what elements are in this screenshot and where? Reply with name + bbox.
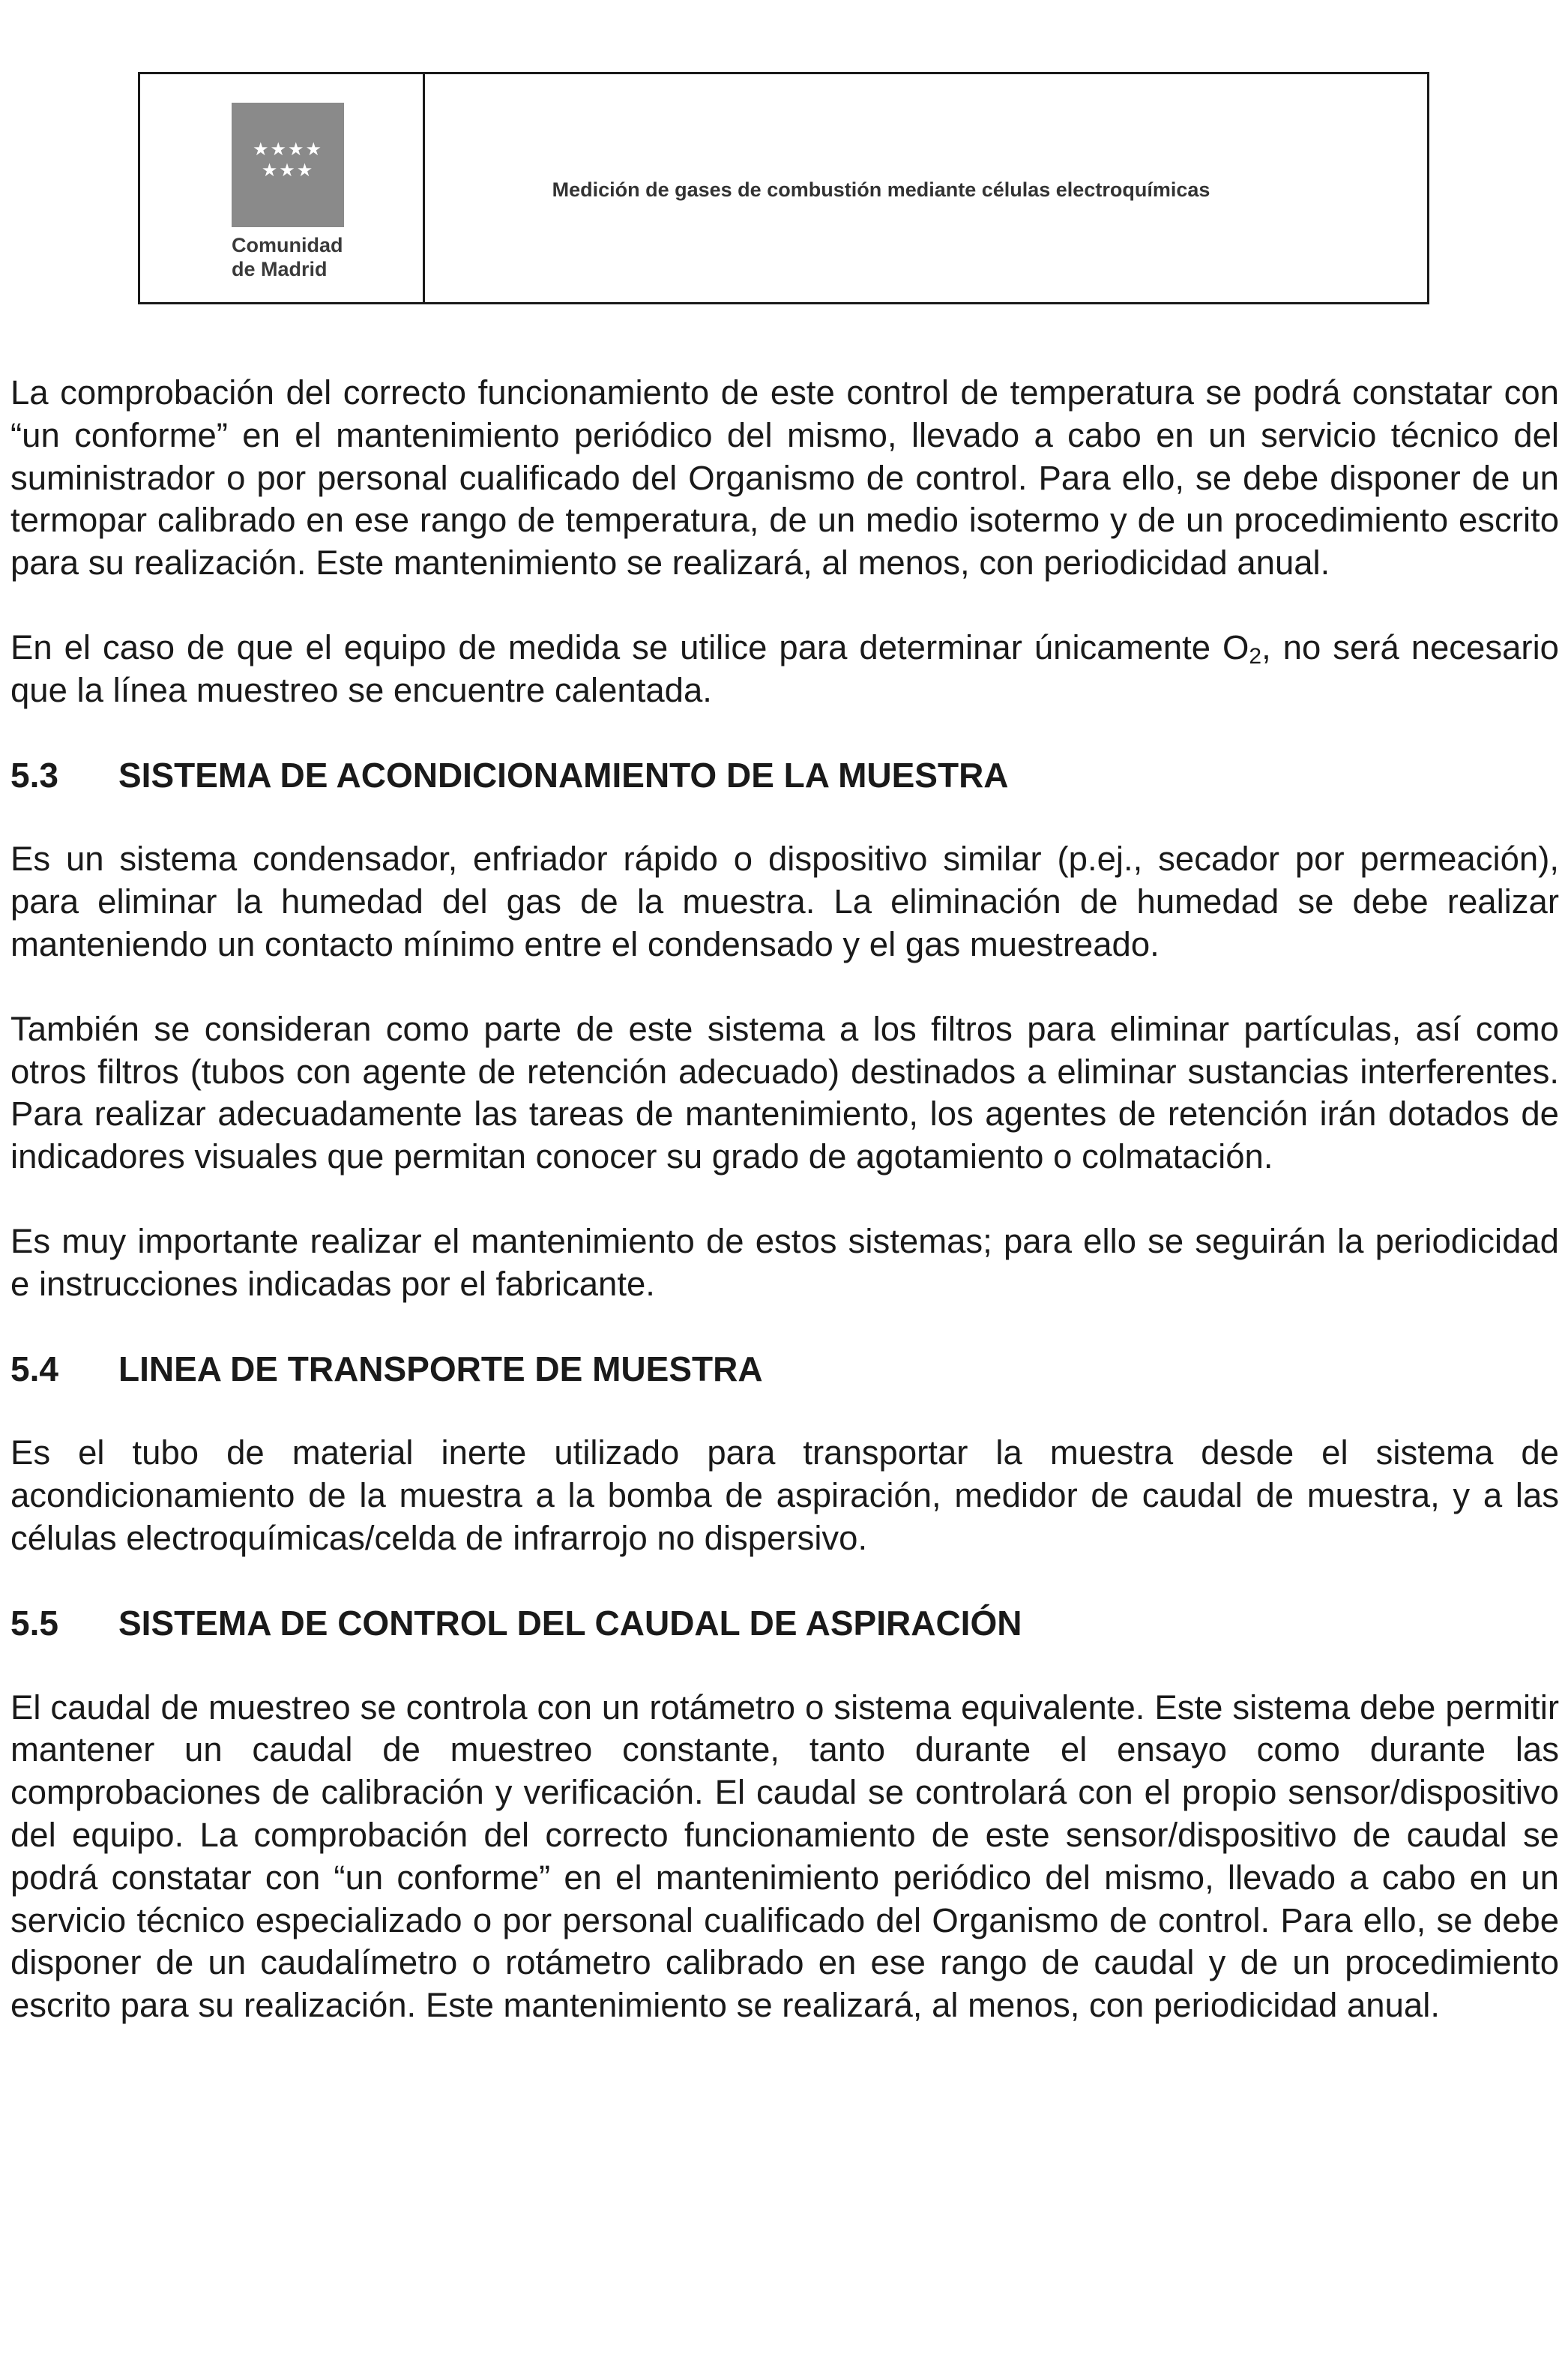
paragraph-flow-control: El caudal de muestreo se controla con un rotámetro o sistema equivalente. Este sistema debe permitir mantener un caudal de muestreo constante, tanto durante el ensayo como durante las comprobaciones de calibración y verificación. El caudal se controlará con el propio sensor/dispositivo del equipo. La comprobación del correcto funcionamiento de este sensor/dispositivo de caudal se podrá constatar con “un conforme” en el mantenimiento periódico del mismo, llevado a cabo en un servicio técnico especializado o por personal cualificado del Organismo de control. Para ello, se debe disponer de un caudalímetro o rotámetro calibrado en ese rango de caudal y de un procedimiento escrito para su realización. Este mantenimiento se realizará, al menos, con periodicidad anual.	[10, 1688, 1559, 2025]
document-body	[10, 372, 1559, 2027]
logo-cell	[140, 74, 425, 302]
paragraph-transport-line: Es el tubo de material inerte utilizado para transportar la muestra desde el sistema de acondicionamiento de la muestra a la bomba de aspiración, medidor de caudal de muestra, y a las células electroquímicas/celda de infrarrojo no dispersivo.	[10, 1433, 1559, 1557]
paragraph-filters: También se consideran como parte de este sistema a los filtros para eliminar partículas, así como otros filtros (tubos con agente de retención adecuado) destinados a eliminar sustancias interferentes. Para realizar adecuadamente las tareas de mantenimiento, los agentes de retención irán dotados de indicadores visuales que permitan conocer su grado de agotamiento o colmatación.	[10, 1009, 1559, 1176]
comunidad-de-madrid-flag-logo	[232, 103, 344, 227]
section-title: LINEA DE TRANSPORTE DE MUESTRA	[118, 1349, 763, 1388]
stars-icon: ★★★★ ★★★	[252, 139, 324, 181]
section-number: 5.5	[10, 1603, 58, 1643]
section-heading-5-4	[10, 1348, 1559, 1391]
document-header	[138, 72, 1429, 304]
paragraph-oxygen-only	[10, 627, 1559, 712]
section-number: 5.3	[10, 755, 58, 795]
logo-line-1: Comunidad	[232, 234, 343, 256]
paragraph-conditioning-system: Es un sistema condensador, enfriador rápido o dispositivo similar (p.ej., secador por permeación), para eliminar la humedad del gas de la muestra. La eliminación de humedad se debe realizar manteniendo un contacto mínimo entre el condensado y el gas muestreado.	[10, 840, 1559, 963]
section-title: SISTEMA DE ACONDICIONAMIENTO DE LA MUESTRA	[118, 755, 1009, 795]
logo-line-2: de Madrid	[232, 258, 328, 280]
oxygen-subscript: 2	[1249, 643, 1262, 669]
document-title: Medición de gases de combustión mediante células electroquímicas	[552, 178, 1210, 201]
paragraph-oxygen-only-part1: En el caso de que el equipo de medida se utilice para determinar únicamente O	[10, 627, 1249, 666]
logo-text	[232, 233, 343, 281]
title-cell	[425, 74, 1427, 302]
section-heading-5-3	[10, 754, 1559, 797]
section-title: SISTEMA DE CONTROL DEL CAUDAL DE ASPIRACIÓN	[118, 1603, 1022, 1643]
paragraph-oxygen-only-part2: , no será necesario que la línea muestreo se encuentre calentada.	[10, 627, 1559, 709]
section-heading-5-5	[10, 1602, 1559, 1645]
paragraph-maintenance: Es muy importante realizar el mantenimiento de estos sistemas; para ello se seguirán la periodicidad e instrucciones indicadas por el fabricante.	[10, 1221, 1559, 1303]
paragraph-temperature-control: La comprobación del correcto funcionamiento de este control de temperatura se podrá constatar con “un conforme” en el mantenimiento periódico del mismo, llevado a cabo en un servicio técnico del suministrador o por personal cualificado del Organismo de control. Para ello, se debe disponer de un termopar calibrado en ese rango de temperatura, de un medio isotermo y de un procedimiento escrito para su realización. Este mantenimiento se realizará, al menos, con periodicidad anual.	[10, 373, 1559, 583]
section-number: 5.4	[10, 1349, 58, 1388]
